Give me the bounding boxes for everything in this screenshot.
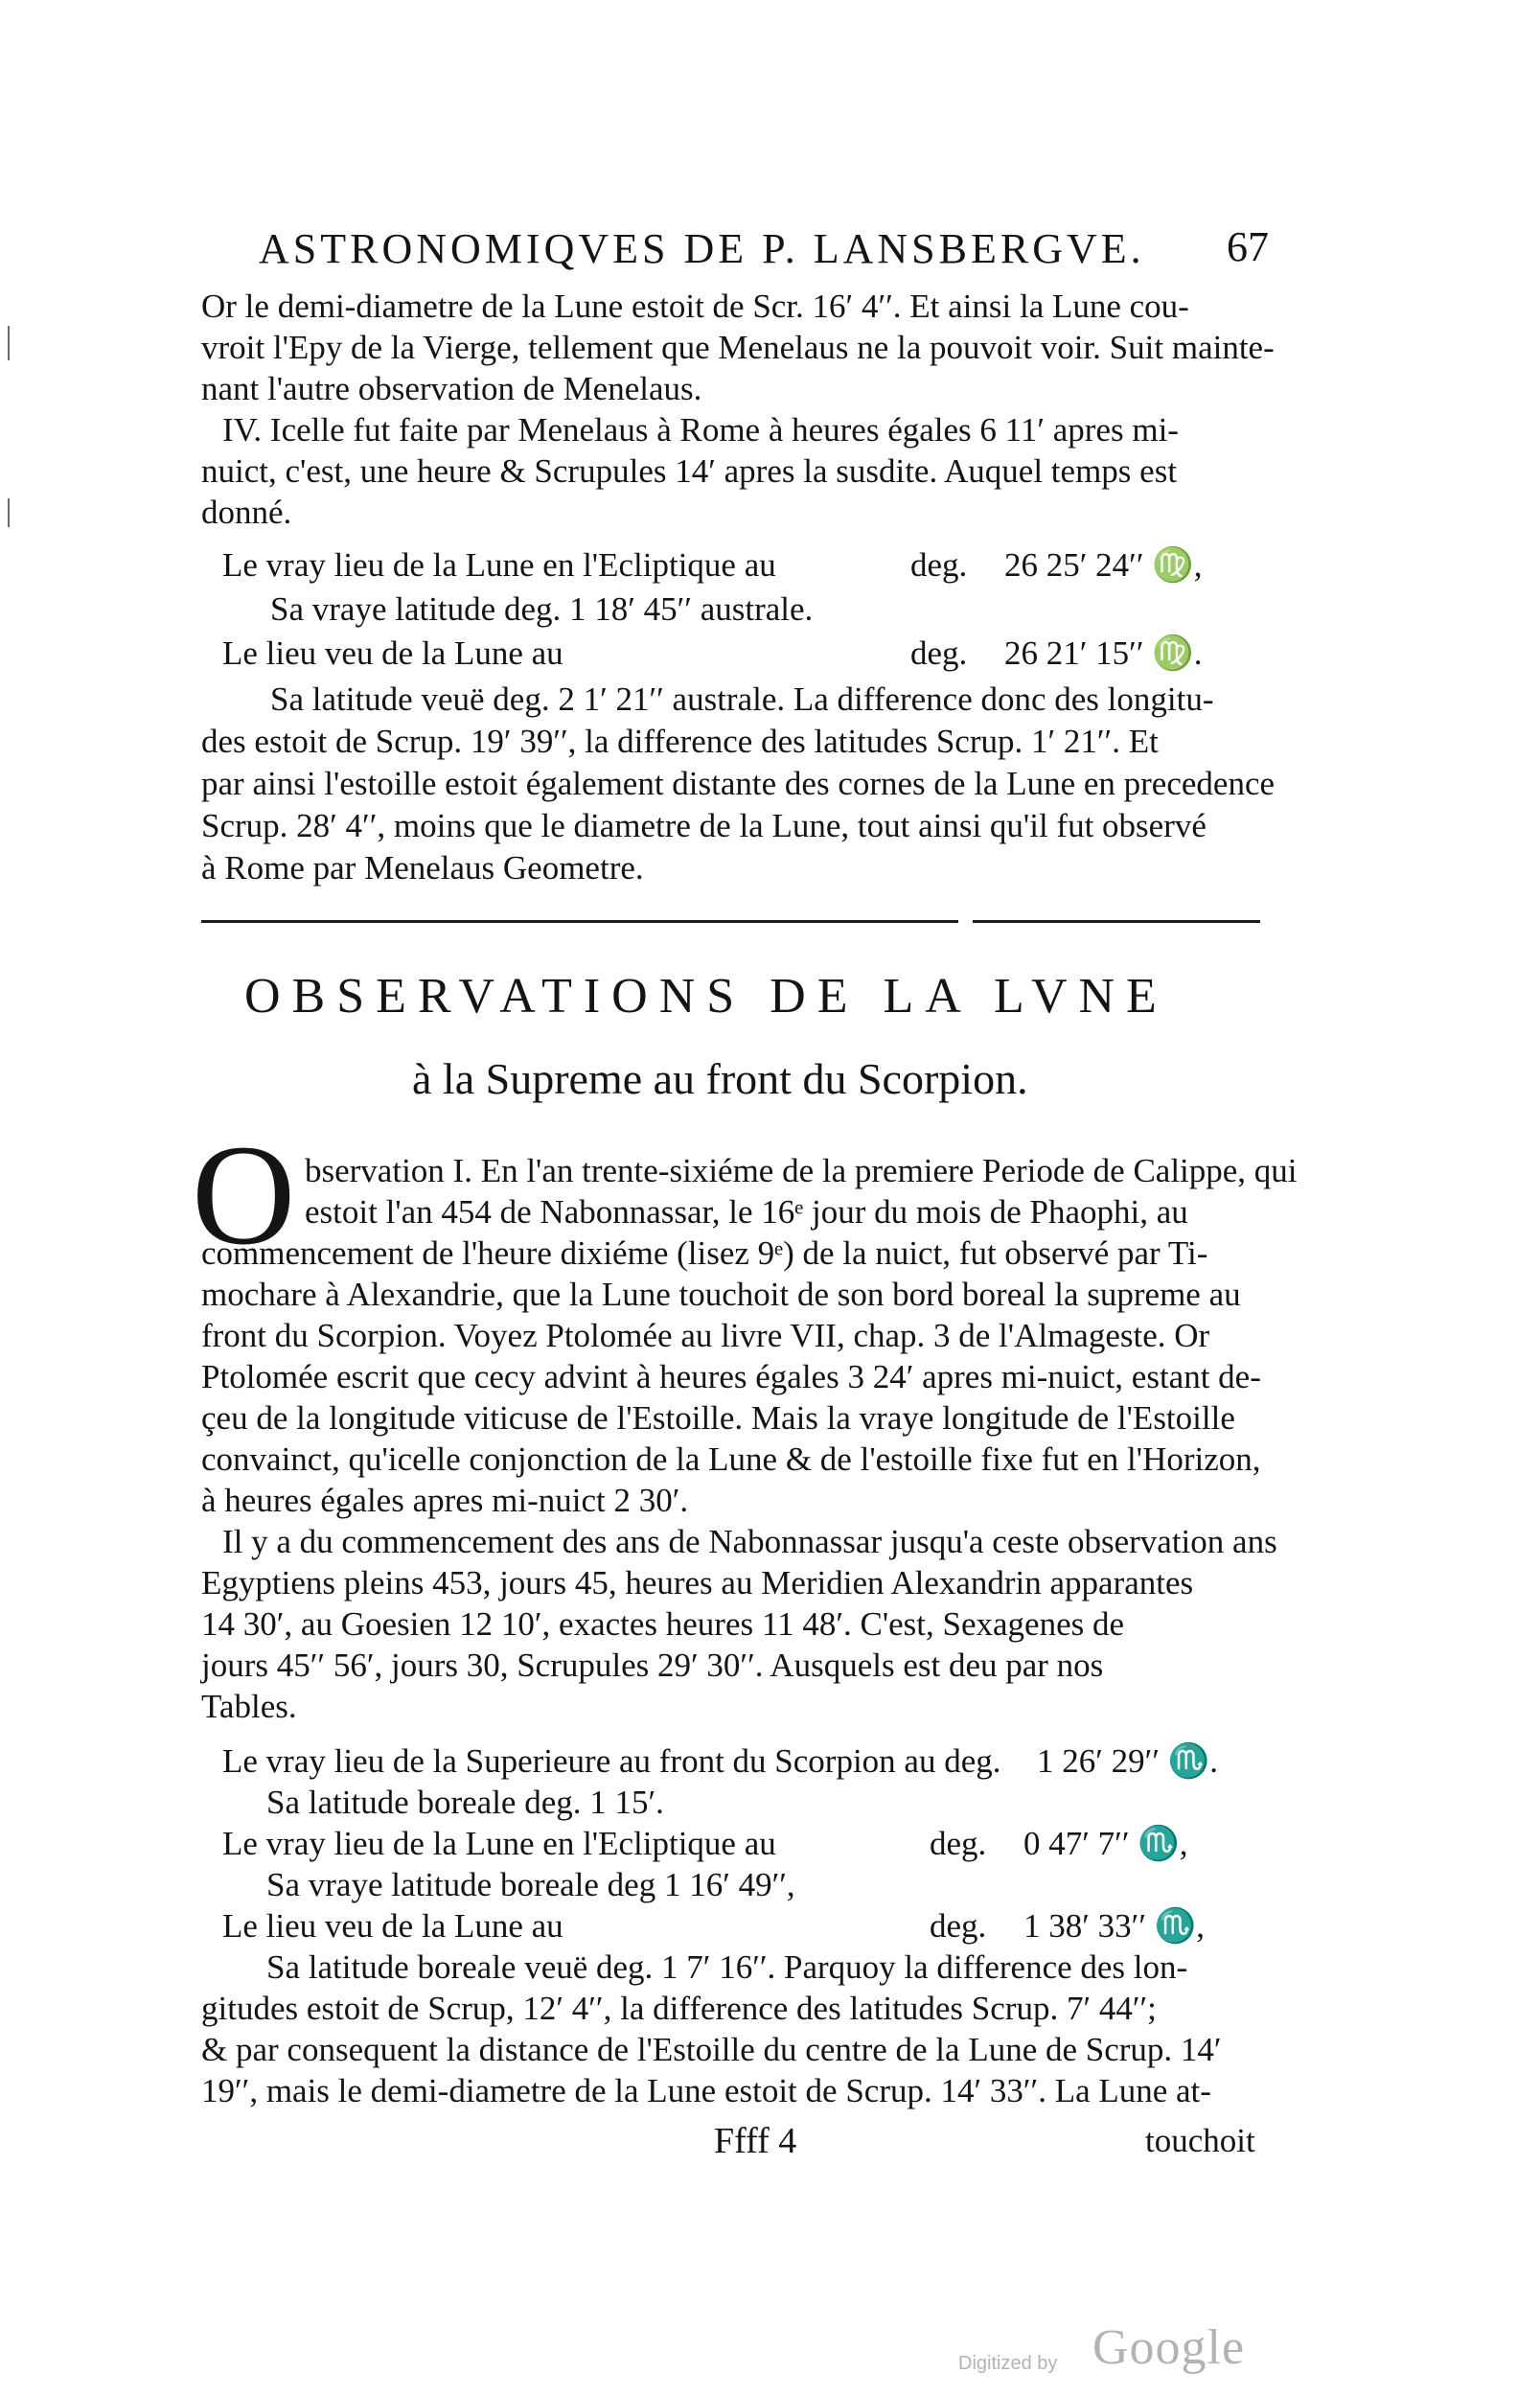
digitized-by-text: Digitized by bbox=[958, 2353, 1058, 2374]
table-row-values: 26 21′ 15′′ ♍. bbox=[1004, 634, 1203, 672]
table-row-label: Le vray lieu de la Superieure au front du Scorpion au deg. bbox=[222, 1742, 1001, 1780]
table-row-deg: deg. bbox=[930, 1907, 987, 1945]
table-row-label: Le vray lieu de la Lune en l'Ecliptique au bbox=[222, 1825, 776, 1862]
text-line: convainct, qu'icelle conjonction de la Lune & de l'estoille fixe fut en l'Horizon, bbox=[201, 1440, 1261, 1478]
table-row-deg: deg. bbox=[910, 634, 968, 672]
text-line: IV. Icelle fut faite par Menelaus à Rome à heures égales 6 11′ apres mi- bbox=[222, 411, 1179, 449]
text-line: Egyptiens pleins 453, jours 45, heures au Meridien Alexandrin apparantes bbox=[201, 1564, 1194, 1601]
text-line: Scrup. 28′ 4′′, moins que le diametre de la Lune, tout ainsi qu'il fut observé bbox=[201, 807, 1207, 844]
text-line: nant l'autre observation de Menelaus. bbox=[201, 370, 702, 407]
table-row-label: Sa vraye latitude boreale deg 1 16′ 49′′, bbox=[266, 1866, 795, 1903]
table-row-label: Sa vraye latitude deg. 1 18′ 45′′ australe. bbox=[270, 590, 814, 628]
signature-mark: Ffff 4 bbox=[714, 2121, 797, 2161]
text-line: par ainsi l'estoille estoit également distante des cornes de la Lune en precedence bbox=[201, 765, 1276, 802]
text-line: Il y a du commencement des ans de Nabonnassar jusqu'a ceste observation ans bbox=[222, 1523, 1277, 1560]
text-line: à Rome par Menelaus Geometre. bbox=[201, 849, 644, 887]
text-line: front du Scorpion. Voyez Ptolomée au livre VII, chap. 3 de l'Almageste. Or bbox=[201, 1317, 1210, 1354]
table-row-values: 1 38′ 33′′ ♏, bbox=[1023, 1907, 1206, 1945]
text-line: Sa latitude boreale veuë deg. 1 7′ 16′′. Parquoy la difference des lon- bbox=[266, 1948, 1188, 1986]
page-number: 67 bbox=[1227, 223, 1269, 270]
text-line: gitudes estoit de Scrup, 12′ 4′′, la difference des latitudes Scrup. 7′ 44′′; bbox=[201, 1990, 1157, 2027]
text-line: à heures égales apres mi-nuict 2 30′. bbox=[201, 1482, 689, 1519]
table-row-deg: deg. bbox=[930, 1825, 987, 1862]
table-row-label: Le vray lieu de la Lune en l'Ecliptique au bbox=[222, 546, 776, 584]
drop-cap: O bbox=[192, 1116, 296, 1275]
margin-mark bbox=[8, 498, 10, 527]
text-line: nuict, c'est, une heure & Scrupules 14′ apres la susdite. Auquel temps est bbox=[201, 452, 1178, 490]
text-line: jours 45′′ 56′, jours 30, Scrupules 29′ 30′′. Ausquels est deu par nos bbox=[201, 1647, 1104, 1684]
text-line: çeu de la longitude viticuse de l'Estoille. Mais la vraye longitude de l'Estoille bbox=[201, 1399, 1235, 1437]
text-line: 14 30′, au Goesien 12 10′, exactes heures 11 48′. C'est, Sexagenes de bbox=[201, 1605, 1125, 1643]
text-line: donné. bbox=[201, 494, 292, 531]
section-title: OBSERVATIONS DE LA LVNE bbox=[244, 969, 1168, 1024]
text-line: estoit l'an 454 de Nabonnassar, le 16ᵉ jour du mois de Phaophi, au bbox=[305, 1193, 1188, 1231]
table-row-label: Le lieu veu de la Lune au bbox=[222, 634, 563, 672]
text-line: 19′′, mais le demi-diametre de la Lune estoit de Scrup. 14′ 33′′. La Lune at- bbox=[201, 2072, 1211, 2109]
table-row-label: Sa latitude boreale deg. 1 15′. bbox=[266, 1784, 664, 1821]
table-row-values: 1 26′ 29′′ ♏. bbox=[1037, 1742, 1219, 1780]
table-row-values: 26 25′ 24′′ ♍, bbox=[1004, 546, 1203, 584]
text-line: & par consequent la distance de l'Estoille du centre de la Lune de Scrup. 14′ bbox=[201, 2031, 1222, 2068]
running-title: ASTRONOMIQVES DE P. LANSBERGVE. bbox=[259, 225, 1145, 272]
catchword: touchoit bbox=[1145, 2122, 1255, 2159]
text-line: vroit l'Epy de la Vierge, tellement que Menelaus ne la pouvoit voir. Suit mainte- bbox=[201, 329, 1275, 366]
text-line: mochare à Alexandrie, que la Lune touchoit de son bord boreal la supreme au bbox=[201, 1276, 1241, 1313]
text-line: des estoit de Scrup. 19′ 39′′, la difference des latitudes Scrup. 1′ 21′′. Et bbox=[201, 723, 1159, 760]
margin-mark bbox=[8, 326, 10, 360]
section-subtitle: à la Supreme au front du Scorpion. bbox=[412, 1054, 1028, 1103]
text-line: Tables. bbox=[201, 1688, 297, 1725]
section-rule-left bbox=[201, 920, 958, 923]
text-line: bservation I. En l'an trente-sixiéme de la premiere Periode de Calippe, qui bbox=[305, 1152, 1298, 1189]
table-row-label: Le lieu veu de la Lune au bbox=[222, 1907, 563, 1945]
text-line: Ptolomée escrit que cecy advint à heures égales 3 24′ apres mi-nuict, estant de- bbox=[201, 1358, 1261, 1395]
table-row-values: 0 47′ 7′′ ♏, bbox=[1023, 1825, 1188, 1862]
text-line: Or le demi-diametre de la Lune estoit de Scr. 16′ 4′′. Et ainsi la Lune cou- bbox=[201, 288, 1189, 325]
google-logo: Google bbox=[1092, 2320, 1246, 2375]
text-line: Sa latitude veuë deg. 2 1′ 21′′ australe. La difference donc des longitu- bbox=[270, 680, 1214, 718]
section-rule-right bbox=[973, 920, 1260, 923]
table-row-deg: deg. bbox=[910, 546, 968, 584]
text-line: commencement de l'heure dixiéme (lisez 9ᵉ) de la nuict, fut observé par Ti- bbox=[201, 1234, 1208, 1272]
